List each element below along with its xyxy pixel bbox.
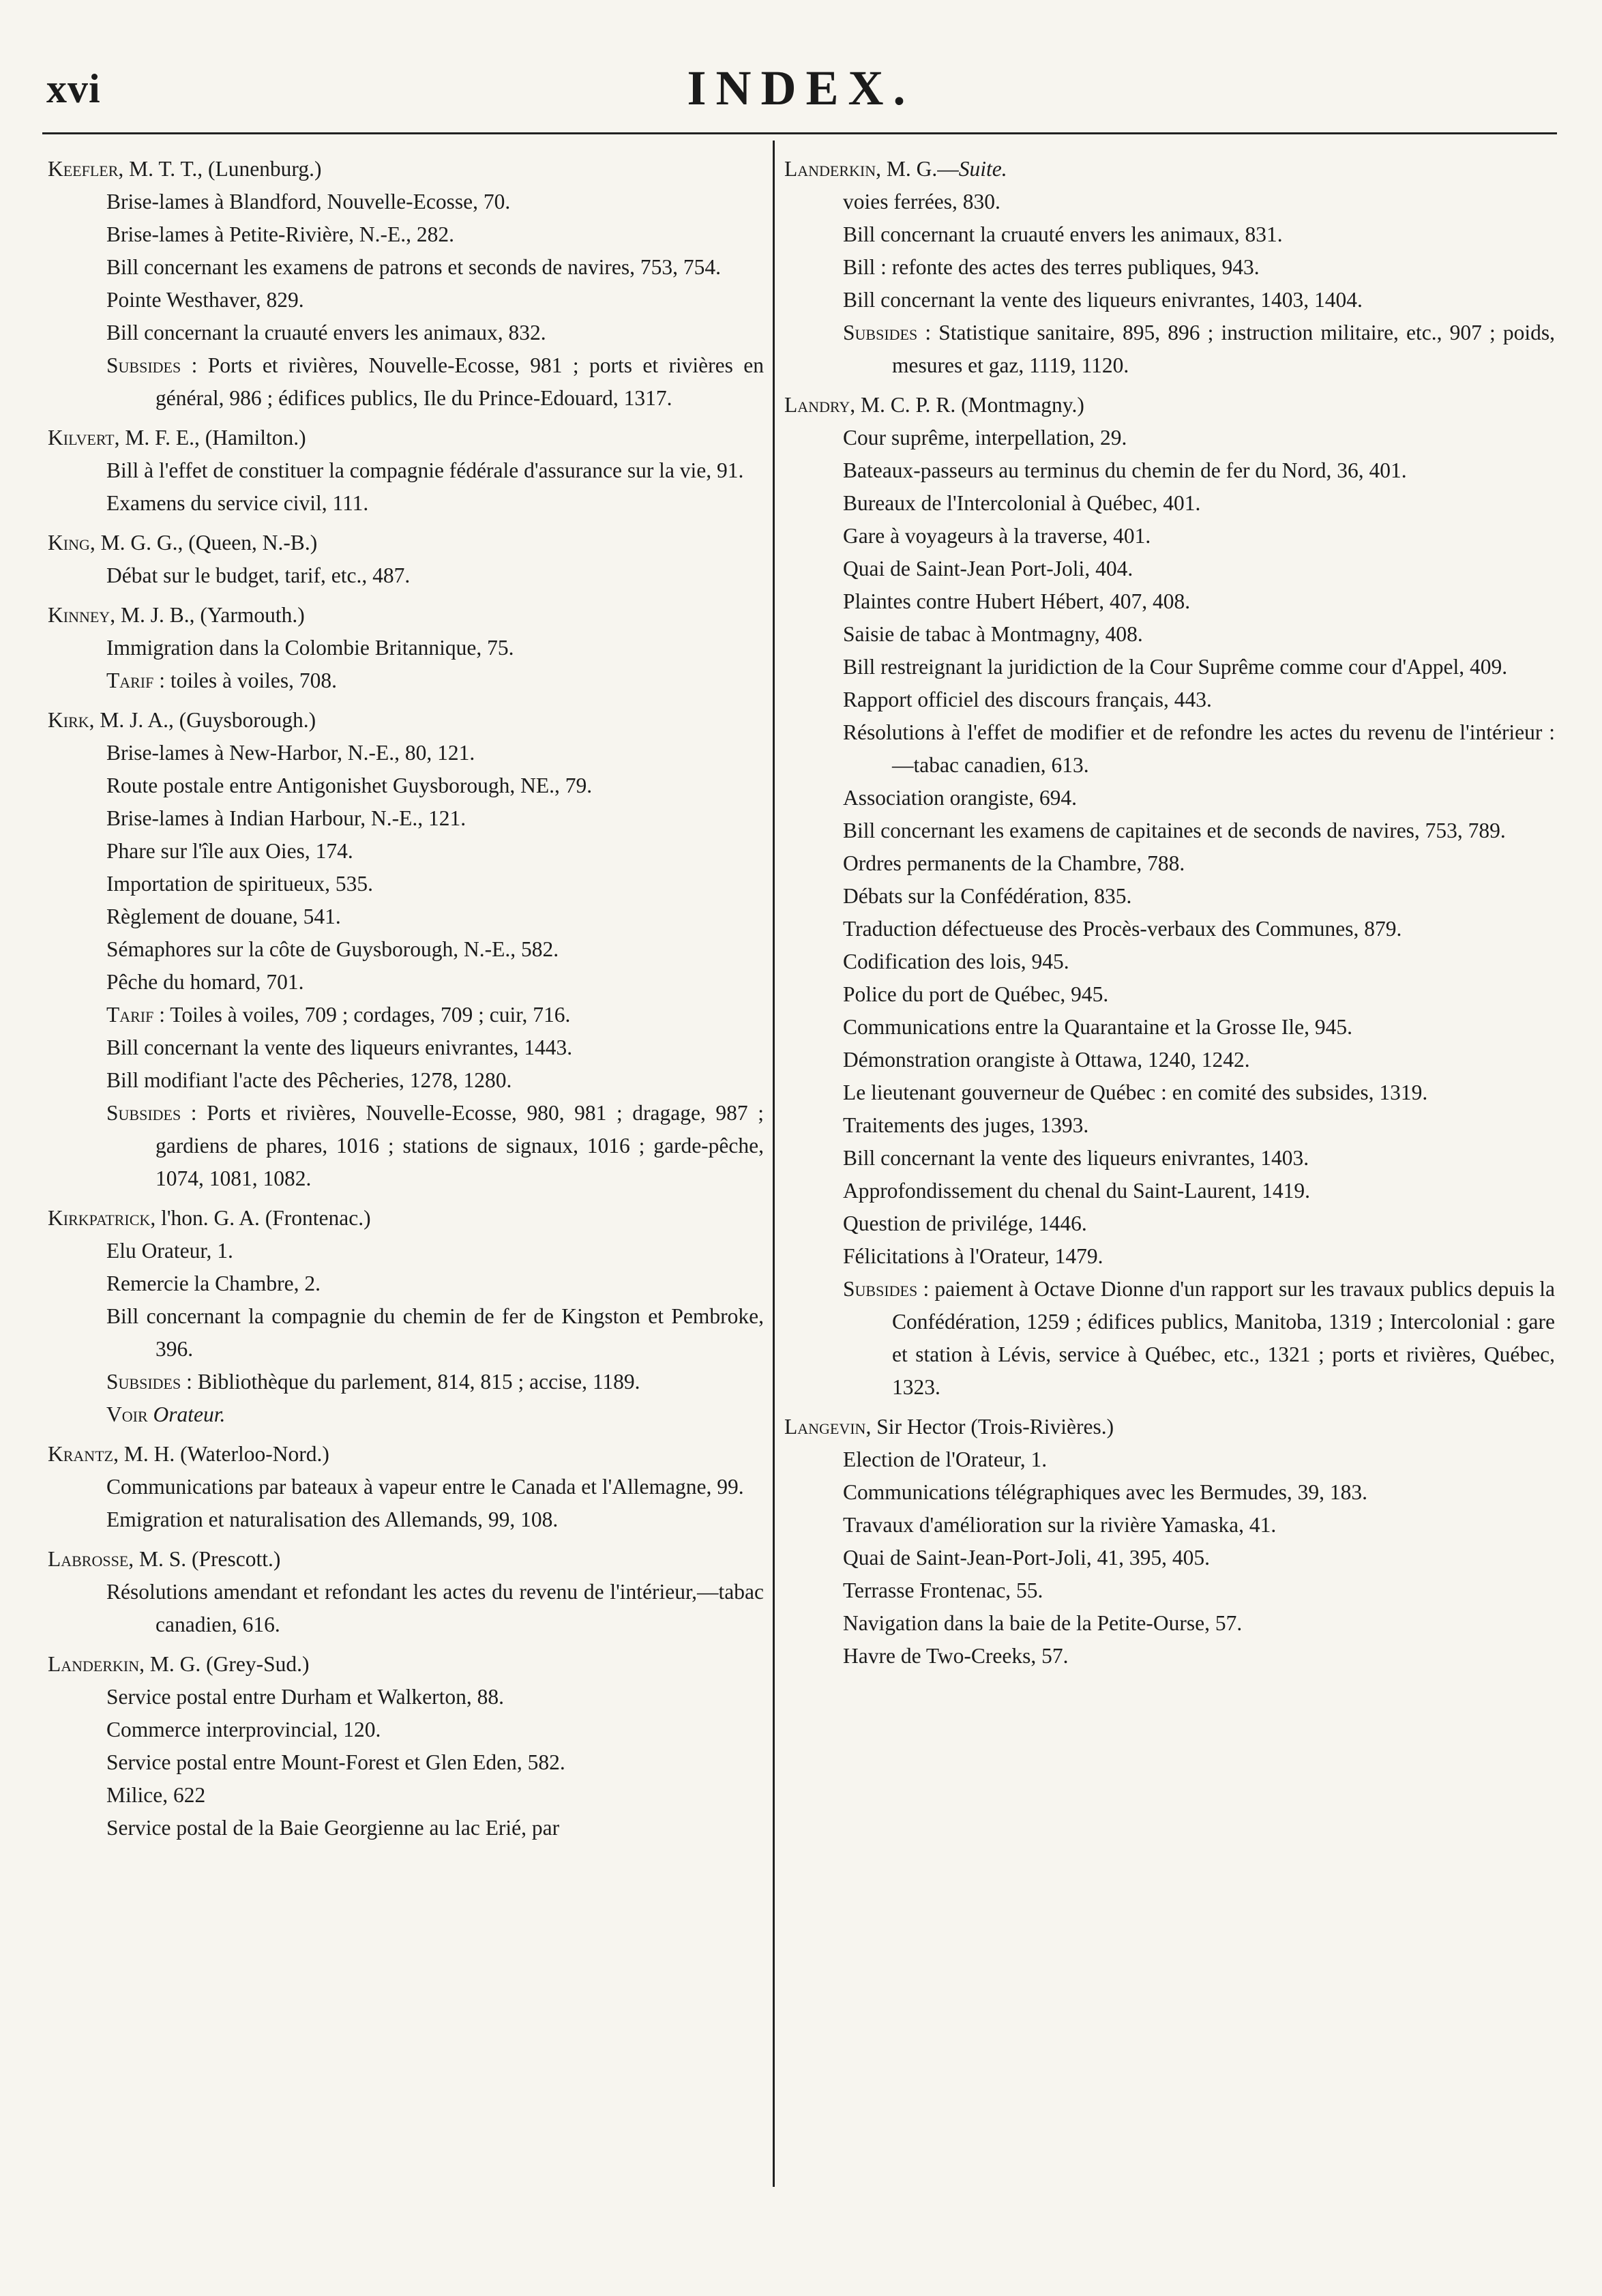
entry-heading	[48, 1438, 764, 1471]
entry-item: Police du port de Québec, 945.	[843, 982, 1109, 1006]
entry-details: , M. J. B., (Yarmouth.)	[110, 603, 305, 627]
entry-item: Communications entre la Quarantaine et la Grosse Ile, 945.	[843, 1015, 1353, 1039]
entry-item	[48, 1398, 764, 1431]
entry-item: Démonstration orangiste à Ottawa, 1240, 1242.	[843, 1048, 1250, 1072]
entry-item: Communications télégraphiques avec les Bermudes, 39, 183.	[843, 1480, 1367, 1504]
entry-heading	[48, 153, 764, 186]
item-text: : paiement à Octave Dionne d'un rapport sur les travaux publics depuis la Confédération, 1259 ; édifices publics, Manitoba, 1319 ; Intercolonial : gare et station à Lévis, service à Québec, etc., 1321 ; ports et rivières, Québec, 1323.	[892, 1277, 1555, 1399]
item-label: Subsides	[106, 1101, 181, 1125]
entry-item: Félicitations à l'Orateur, 1479.	[843, 1244, 1103, 1268]
item-label: Tarif	[106, 1003, 154, 1027]
index-entry	[48, 1202, 764, 1431]
entry-heading	[48, 1648, 764, 1681]
entry-details: , M. G. (Grey-Sud.)	[139, 1652, 310, 1676]
entry-name: Kirk	[48, 708, 89, 732]
page-title: INDEX.	[687, 61, 915, 115]
entry-item: Brise-lames à Petite-Rivière, N.-E., 282.	[106, 222, 454, 246]
entry-item: Terrasse Frontenac, 55.	[843, 1578, 1043, 1602]
entry-item: Traduction défectueuse des Procès-verbaux des Communes, 879.	[843, 917, 1402, 941]
entry-item: voies ferrées, 830.	[843, 190, 1000, 214]
item-label: Subsides	[106, 353, 181, 377]
entry-item: Association orangiste, 694.	[843, 786, 1077, 810]
entry-item: Cour suprême, interpellation, 29.	[843, 426, 1127, 450]
entry-heading	[48, 599, 764, 632]
entry-item: Règlement de douane, 541.	[106, 904, 341, 928]
entry-item	[48, 664, 764, 697]
item-text: : Ports et rivières, Nouvelle-Ecosse, 980, 981 ; dragage, 987 ; gardiens de phares, 1016 ; stations de signaux, 1016 ; garde-pêche, 1074, 1081, 1082.	[155, 1101, 764, 1190]
entry-item: Codification des lois, 945.	[843, 950, 1069, 973]
entry-item: Communications par bateaux à vapeur entre le Canada et l'Allemagne, 99.	[106, 1475, 744, 1499]
entry-heading	[48, 704, 764, 737]
entry-name: Kilvert	[48, 426, 115, 450]
entry-item: Quai de Saint-Jean-Port-Joli, 41, 395, 405.	[843, 1546, 1211, 1570]
item-text: : Ports et rivières, Nouvelle-Ecosse, 981 ; ports et rivières en général, 986 ; édifices publics, Ile du Prince-Edouard, 1317.	[155, 353, 764, 410]
entry-item: Bateaux-passeurs au terminus du chemin de fer du Nord, 36, 401.	[843, 458, 1407, 482]
entry-item: Sémaphores sur la côte de Guysborough, N.-E., 582.	[106, 937, 559, 961]
item-text: : Toiles à voiles, 709 ; cordages, 709 ; cuir, 716.	[153, 1003, 571, 1027]
entry-name: Landerkin	[48, 1652, 140, 1676]
index-entry	[784, 389, 1555, 1404]
item-label: Subsides	[106, 1370, 181, 1394]
entry-item: Navigation dans la baie de la Petite-Ourse, 57.	[843, 1611, 1243, 1635]
entry-name: Landry	[784, 393, 850, 417]
index-entry	[48, 599, 764, 697]
entry-item: Service postal entre Durham et Walkerton, 88.	[106, 1685, 504, 1709]
index-entry	[784, 1411, 1555, 1673]
entry-item: Débats sur la Confédération, 835.	[843, 884, 1132, 908]
entry-details: , M. C. P. R. (Montmagny.)	[850, 393, 1084, 417]
entry-item: Rapport officiel des discours français, 443.	[843, 688, 1212, 711]
item-label: Subsides	[843, 321, 918, 344]
entry-details: , M. F. E., (Hamilton.)	[114, 426, 306, 450]
page-number: xvi	[46, 66, 101, 111]
entry-item: Election de l'Orateur, 1.	[843, 1447, 1048, 1471]
entry-item: Route postale entre Antigonishet Guysborough, NE., 79.	[106, 774, 593, 797]
entry-item: Bill modifiant l'acte des Pêcheries, 1278, 1280.	[106, 1068, 512, 1092]
entry-heading	[48, 527, 764, 559]
entry-details: , M. J. A., (Guysborough.)	[89, 708, 316, 732]
entry-item: Saisie de tabac à Montmagny, 408.	[843, 622, 1143, 646]
entry-item: Service postal entre Mount-Forest et Glen Eden, 582.	[106, 1750, 565, 1774]
entry-details: , M. G.—	[876, 157, 959, 181]
entry-item: Résolutions amendant et refondant les actes du revenu de l'intérieur,—tabac canadien, 616.	[106, 1580, 764, 1636]
entry-item: Phare sur l'île aux Oies, 174.	[106, 839, 353, 863]
entry-item	[48, 1097, 764, 1195]
entry-heading	[48, 1202, 764, 1235]
entry-item: Bill concernant la cruauté envers les animaux, 832.	[106, 321, 546, 344]
entry-item	[784, 317, 1555, 382]
entry-heading	[48, 422, 764, 454]
entry-name: Landerkin	[784, 157, 876, 181]
entry-heading	[48, 1543, 764, 1576]
index-entry	[48, 704, 764, 1195]
entry-item: Plaintes contre Hubert Hébert, 407, 408.	[843, 589, 1191, 613]
entry-name: Langevin	[784, 1415, 866, 1439]
entry-item: Bill concernant la cruauté envers les animaux, 831.	[843, 222, 1283, 246]
entry-item: Remercie la Chambre, 2.	[106, 1271, 321, 1295]
entry-name: Labrosse	[48, 1547, 129, 1571]
entry-details: , l'hon. G. A. (Frontenac.)	[150, 1206, 371, 1230]
entry-item: Brise-lames à New-Harbor, N.-E., 80, 121.	[106, 741, 475, 765]
entry-name: King	[48, 531, 90, 555]
entry-item	[48, 999, 764, 1031]
entry-item: Quai de Saint-Jean Port-Joli, 404.	[843, 557, 1133, 580]
right-column	[784, 153, 1555, 2214]
entry-heading	[784, 153, 1555, 186]
entry-item: Ordres permanents de la Chambre, 788.	[843, 851, 1185, 875]
column-divider	[773, 141, 775, 2187]
entry-item: Service postal de la Baie Georgienne au lac Erié, par	[106, 1816, 560, 1840]
entry-heading	[784, 389, 1555, 422]
index-entry	[48, 1543, 764, 1641]
entry-item: Milice, 622	[106, 1783, 206, 1807]
entry-item: Havre de Two-Creeks, 57.	[843, 1644, 1069, 1668]
index-entry	[48, 1438, 764, 1536]
index-entry	[48, 153, 764, 415]
item-label: Tarif	[106, 668, 154, 692]
entry-item: Approfondissement du chenal du Saint-Laurent, 1419.	[843, 1179, 1310, 1203]
entry-item: Résolutions à l'effet de modifier et de refondre les actes du revenu de l'intérieur :—tabac canadien, 613.	[843, 720, 1555, 777]
entry-item: Travaux d'amélioration sur la rivière Yamaska, 41.	[843, 1513, 1277, 1537]
header-rule	[42, 132, 1557, 134]
entry-item: Débat sur le budget, tarif, etc., 487.	[106, 563, 411, 587]
item-label: Voir	[106, 1402, 148, 1426]
entry-item: Traitements des juges, 1393.	[843, 1113, 1089, 1137]
entry-continued: Suite.	[958, 157, 1007, 181]
entry-item: Bill concernant les examens de capitaines et de seconds de navires, 753, 789.	[843, 819, 1506, 842]
index-entry	[48, 1648, 764, 1844]
index-entry	[784, 153, 1555, 382]
entry-item: Examens du service civil, 111.	[106, 491, 369, 515]
entry-details: , M. H. (Waterloo-Nord.)	[113, 1442, 329, 1466]
entry-item: Emigration et naturalisation des Allemands, 99, 108.	[106, 1507, 559, 1531]
entry-item: Bill concernant les examens de patrons et seconds de navires, 753, 754.	[106, 255, 721, 279]
entry-item: Bureaux de l'Intercolonial à Québec, 401.	[843, 491, 1201, 515]
entry-name: Kirkpatrick	[48, 1206, 151, 1230]
entry-item: Brise-lames à Indian Harbour, N.-E., 121.	[106, 806, 466, 830]
entry-item: Importation de spiritueux, 535.	[106, 872, 374, 896]
index-entry	[48, 422, 764, 520]
entry-item: Bill : refonte des actes des terres publiques, 943.	[843, 255, 1260, 279]
entry-heading	[784, 1411, 1555, 1443]
entry-item: Pointe Westhaver, 829.	[106, 288, 304, 312]
entry-item: Elu Orateur, 1.	[106, 1239, 233, 1263]
index-entry	[48, 527, 764, 592]
entry-details: , Sir Hector (Trois-Rivières.)	[865, 1415, 1114, 1439]
item-text: : Statistique sanitaire, 895, 896 ; instruction militaire, etc., 907 ; poids, mesures et gaz, 1119, 1120.	[892, 321, 1555, 377]
entry-item: Question de privilége, 1446.	[843, 1211, 1087, 1235]
entry-item: Bill concernant la vente des liqueurs enivrantes, 1443.	[106, 1035, 573, 1059]
entry-item: Le lieutenant gouverneur de Québec : en comité des subsides, 1319.	[843, 1080, 1428, 1104]
item-label: Subsides	[843, 1277, 918, 1301]
entry-item: Bill restreignant la juridiction de la Cour Suprême comme cour d'Appel, 409.	[843, 655, 1508, 679]
entry-name: Keefler	[48, 157, 119, 181]
entry-item: Bill à l'effet de constituer la compagnie fédérale d'assurance sur la vie, 91.	[106, 458, 744, 482]
entry-item	[784, 1273, 1555, 1404]
entry-name: Kinney	[48, 603, 110, 627]
entry-item: Bill concernant la compagnie du chemin de fer de Kingston et Pembroke, 396.	[106, 1304, 764, 1361]
entry-item: Gare à voyageurs à la traverse, 401.	[843, 524, 1151, 548]
item-text: : Bibliothèque du parlement, 814, 815 ; accise, 1189.	[181, 1370, 640, 1394]
entry-item	[48, 1366, 764, 1398]
item-text: : toiles à voiles, 708.	[153, 668, 337, 692]
entry-item: Brise-lames à Blandford, Nouvelle-Ecosse, 70.	[106, 190, 511, 214]
entry-item: Bill concernant la vente des liqueurs enivrantes, 1403.	[843, 1146, 1309, 1170]
entry-item: Immigration dans la Colombie Britannique, 75.	[106, 636, 514, 660]
left-column	[48, 153, 764, 2214]
entry-details: , M. S. (Prescott.)	[128, 1547, 281, 1571]
item-text	[148, 1402, 153, 1426]
entry-item: Commerce interprovincial, 120.	[106, 1718, 381, 1741]
entry-name: Krantz	[48, 1442, 114, 1466]
entry-details: , M. T. T., (Lunenburg.)	[118, 157, 322, 181]
entry-item: Bill concernant la vente des liqueurs enivrantes, 1403, 1404.	[843, 288, 1363, 312]
entry-item: Pêche du homard, 701.	[106, 970, 304, 994]
entry-details: , M. G. G., (Queen, N.-B.)	[89, 531, 318, 555]
entry-item	[48, 349, 764, 415]
item-reference: Orateur.	[153, 1402, 226, 1426]
